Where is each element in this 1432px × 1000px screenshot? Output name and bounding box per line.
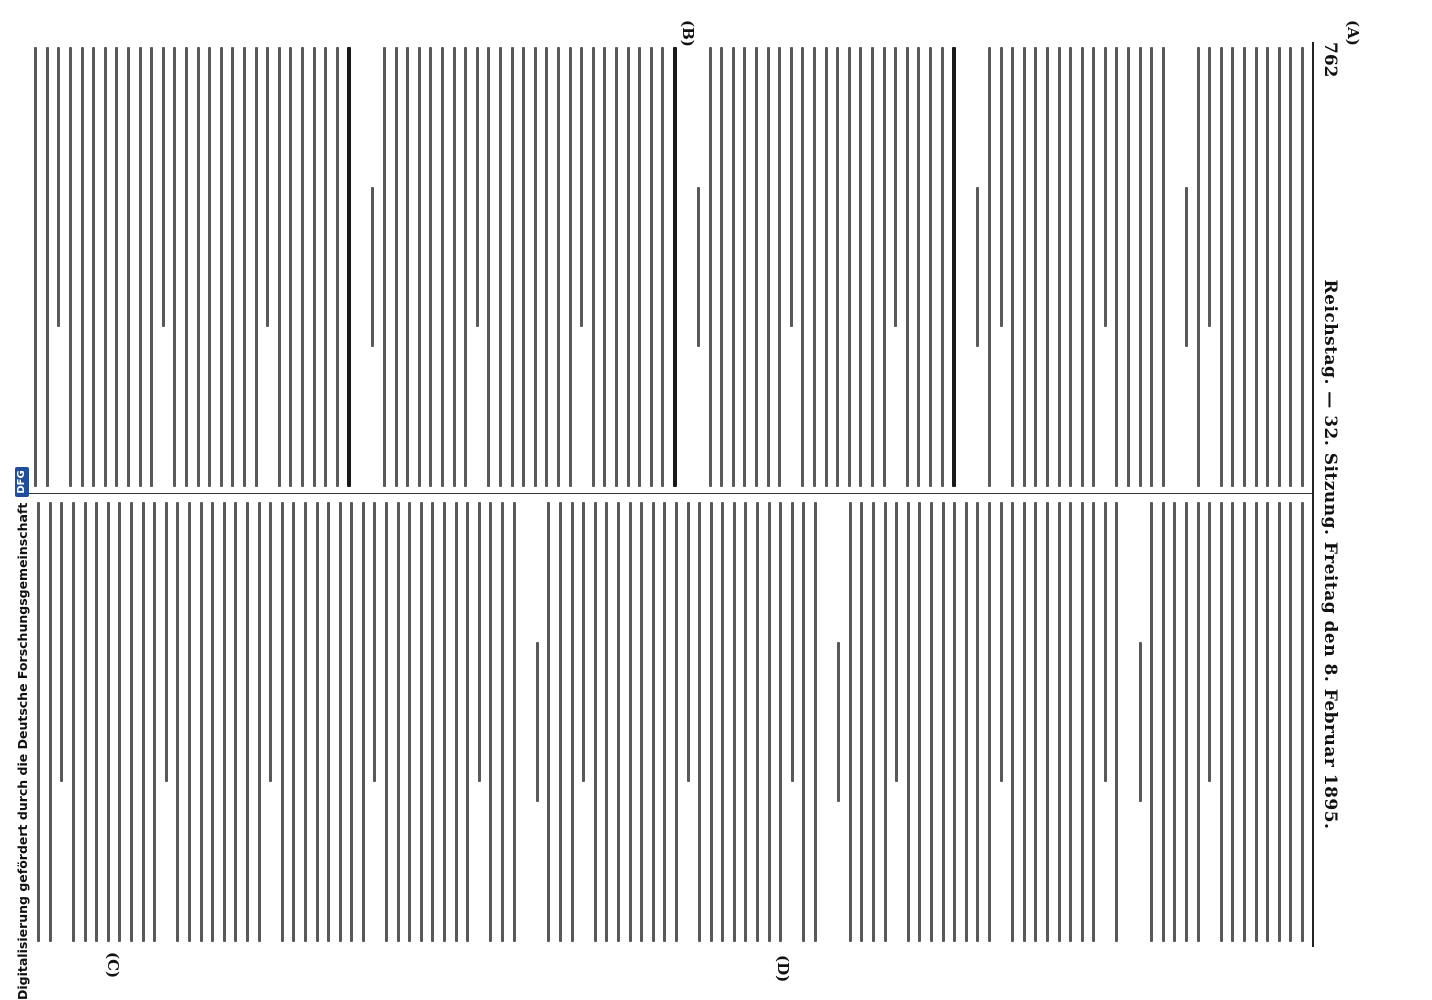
text-line (629, 502, 632, 942)
text-line (281, 502, 284, 942)
text-line (1208, 502, 1211, 782)
text-line (732, 47, 735, 487)
dfg-logo: DFG (15, 467, 29, 496)
text-line (768, 502, 771, 942)
text-line (1173, 502, 1176, 942)
text-line (1127, 502, 1130, 942)
text-line (420, 502, 423, 942)
text-line (478, 502, 481, 782)
text-line (1139, 47, 1142, 487)
text-line (1162, 47, 1165, 487)
text-line (266, 47, 269, 327)
text-line (536, 642, 539, 802)
text-line (1092, 502, 1095, 942)
text-line (733, 502, 736, 942)
text-line (211, 502, 214, 942)
text-line (1034, 502, 1037, 942)
text-line (162, 47, 165, 327)
text-line (301, 47, 304, 487)
text-line (49, 502, 52, 942)
text-line (894, 47, 897, 327)
text-line (1162, 502, 1165, 942)
text-line (1058, 502, 1061, 942)
text-line (489, 502, 492, 942)
text-line (1011, 47, 1014, 487)
text-line (709, 47, 712, 487)
text-line (942, 502, 945, 942)
text-line (1289, 47, 1292, 487)
text-line (767, 47, 770, 487)
text-line (592, 47, 595, 487)
text-line (316, 502, 319, 942)
text-line (1301, 47, 1304, 487)
text-line (1092, 47, 1095, 487)
text-line (790, 47, 793, 327)
header-rule (1312, 42, 1314, 947)
column-divider (22, 493, 1312, 494)
text-line (197, 47, 200, 487)
text-line (104, 47, 107, 487)
text-line (165, 502, 168, 782)
text-line (837, 642, 840, 802)
text-line (1046, 47, 1049, 487)
text-line (441, 47, 444, 487)
text-line (1301, 502, 1304, 942)
text-line (92, 47, 95, 487)
text-line (1266, 47, 1269, 487)
text-line (397, 502, 400, 942)
digitization-credit (10, 0, 34, 1000)
text-line (60, 502, 63, 782)
text-line (1220, 47, 1223, 487)
text-line (246, 502, 249, 942)
text-line (1150, 502, 1153, 942)
text-line (408, 502, 411, 942)
text-line (1243, 47, 1246, 487)
text-line (813, 47, 816, 487)
text-line (883, 47, 886, 487)
text-line (720, 47, 723, 487)
text-line (605, 502, 608, 942)
text-line (745, 502, 748, 942)
text-line (327, 502, 330, 942)
text-line (499, 47, 502, 487)
text-line (130, 502, 133, 942)
text-line (524, 502, 527, 942)
text-line (988, 502, 991, 942)
text-line (95, 502, 98, 942)
text-line (208, 47, 211, 487)
text-line (107, 502, 110, 942)
text-line (1278, 47, 1281, 487)
text-line (1278, 502, 1281, 942)
text-line (476, 47, 479, 327)
text-line (778, 47, 781, 487)
text-line (571, 502, 574, 942)
text-line (374, 502, 377, 782)
text-line (988, 47, 991, 487)
text-line (1034, 47, 1037, 487)
text-line (1231, 502, 1234, 942)
text-line (1197, 47, 1200, 487)
text-line (849, 502, 852, 942)
text-line (455, 502, 458, 942)
text-line (650, 47, 653, 487)
margin-marker-d: (D) (774, 955, 792, 983)
text-line (826, 502, 829, 942)
text-line (81, 47, 84, 487)
text-line (848, 47, 851, 487)
text-line (1127, 47, 1130, 487)
text-line (34, 47, 37, 487)
text-line (46, 47, 49, 487)
text-line (687, 502, 690, 782)
text-line (339, 502, 342, 942)
text-line (258, 502, 261, 942)
text-line (200, 502, 203, 942)
text-line (431, 502, 434, 942)
text-line (118, 502, 121, 942)
text-line (1266, 502, 1269, 942)
text-line (1243, 502, 1246, 942)
text-line (464, 47, 467, 487)
text-line (176, 502, 179, 942)
text-line (150, 47, 153, 487)
page-header (1316, 42, 1346, 947)
text-line (1046, 502, 1049, 942)
text-line (569, 47, 572, 487)
text-line (652, 502, 655, 942)
text-line (57, 47, 60, 327)
text-line (802, 502, 805, 942)
text-line (534, 47, 537, 487)
text-line (1139, 642, 1142, 802)
text-line (1116, 47, 1119, 487)
text-line (385, 502, 388, 942)
page-number: 762 (1320, 42, 1340, 78)
text-line (1058, 47, 1061, 487)
text-line (617, 502, 620, 942)
text-line (801, 47, 804, 487)
text-line (603, 47, 606, 487)
text-line (756, 502, 759, 942)
text-line (976, 502, 979, 942)
text-line (336, 47, 339, 487)
text-line (360, 47, 363, 487)
text-line (1069, 47, 1072, 487)
text-line (1116, 502, 1119, 942)
text-line (721, 502, 724, 942)
text-line (929, 47, 932, 487)
text-line (487, 47, 490, 487)
text-line (362, 502, 365, 942)
text-line (871, 47, 874, 487)
text-line (115, 47, 118, 487)
text-line (347, 47, 351, 487)
text-line (965, 502, 968, 942)
text-line (406, 47, 409, 487)
text-line (466, 502, 469, 942)
text-line (872, 502, 875, 942)
text-line (324, 47, 327, 487)
text-line (697, 187, 700, 347)
text-line (173, 47, 176, 487)
margin-marker-a: (A) (1344, 20, 1362, 46)
text-line (953, 502, 956, 942)
margin-marker-b: (B) (679, 20, 697, 47)
text-line (223, 502, 226, 942)
text-line (1081, 47, 1084, 487)
running-title: Reichstag. — 32. Sitzung. Freitag den 8. Februar 1895. (1320, 279, 1340, 830)
text-line (234, 502, 237, 942)
text-line (443, 502, 446, 942)
text-line (243, 47, 246, 487)
text-line (675, 502, 678, 942)
text-line (453, 47, 456, 487)
text-line (976, 187, 979, 347)
text-line (1000, 47, 1003, 327)
text-line (1255, 47, 1258, 487)
text-line (825, 47, 828, 487)
text-line (547, 502, 550, 942)
text-line (965, 47, 968, 487)
text-line (1081, 502, 1084, 942)
text-line (1208, 47, 1211, 327)
text-line (418, 47, 421, 487)
text-line (559, 502, 562, 942)
text-line (779, 502, 782, 942)
text-line (1185, 187, 1188, 347)
text-line (627, 47, 630, 487)
text-line (1023, 47, 1026, 487)
text-line (663, 502, 666, 942)
text-line (522, 47, 525, 487)
text-line (278, 47, 281, 487)
text-line (1173, 47, 1176, 487)
text-line (1220, 502, 1223, 942)
text-line (153, 502, 156, 942)
text-line (372, 187, 375, 347)
text-line (188, 502, 191, 942)
text-line (304, 502, 307, 942)
text-line (930, 502, 933, 942)
text-line (72, 502, 75, 942)
text-line (69, 47, 72, 487)
text-line (1231, 47, 1234, 487)
text-line (582, 502, 585, 782)
text-line (511, 47, 514, 487)
text-line (231, 47, 234, 487)
text-line (255, 47, 258, 487)
text-line (1023, 502, 1026, 942)
text-line (139, 47, 142, 487)
text-line (269, 502, 272, 782)
text-line (836, 47, 839, 487)
text-line (638, 47, 641, 487)
text-line (744, 47, 747, 487)
text-line (292, 502, 295, 942)
text-line (698, 502, 701, 942)
credit-text: Digitalisierung gefördert durch die Deutsche Forschungsgemeinschaft (14, 502, 30, 1000)
text-line (545, 47, 548, 487)
text-line (710, 502, 713, 942)
text-line (1255, 502, 1258, 942)
text-line (289, 47, 292, 487)
text-line (907, 502, 910, 942)
text-line (791, 502, 794, 782)
text-line (84, 502, 87, 942)
text-line (884, 502, 887, 942)
text-line (1000, 502, 1003, 782)
text-line (941, 47, 944, 487)
text-line (127, 47, 130, 487)
text-line (429, 47, 432, 487)
text-line (755, 47, 758, 487)
text-line (895, 502, 898, 782)
text-line (501, 502, 504, 942)
text-line (1011, 502, 1014, 942)
text-line (1150, 47, 1153, 487)
text-line (1289, 502, 1292, 942)
text-column-right (24, 502, 1304, 942)
text-line (686, 47, 689, 487)
text-line (640, 502, 643, 942)
text-line (313, 47, 316, 487)
text-line (185, 47, 188, 487)
text-line (906, 47, 909, 487)
text-line (952, 47, 956, 487)
text-line (1185, 502, 1188, 942)
text-line (860, 502, 863, 942)
text-line (673, 47, 677, 487)
text-line (350, 502, 353, 942)
text-line (661, 47, 664, 487)
text-line (918, 502, 921, 942)
text-line (594, 502, 597, 942)
text-line (1104, 47, 1107, 327)
text-line (580, 47, 583, 327)
text-column-left (24, 47, 1304, 487)
text-line (1197, 502, 1200, 942)
text-line (917, 47, 920, 487)
text-line (1069, 502, 1072, 942)
text-line (395, 47, 398, 487)
text-line (220, 47, 223, 487)
text-line (859, 47, 862, 487)
margin-marker-c: (C) (104, 952, 122, 979)
text-line (814, 502, 817, 942)
text-line (383, 47, 386, 487)
text-line (615, 47, 618, 487)
text-line (37, 502, 40, 942)
text-line (142, 502, 145, 942)
text-line (557, 47, 560, 487)
text-line (513, 502, 516, 942)
text-line (1104, 502, 1107, 782)
